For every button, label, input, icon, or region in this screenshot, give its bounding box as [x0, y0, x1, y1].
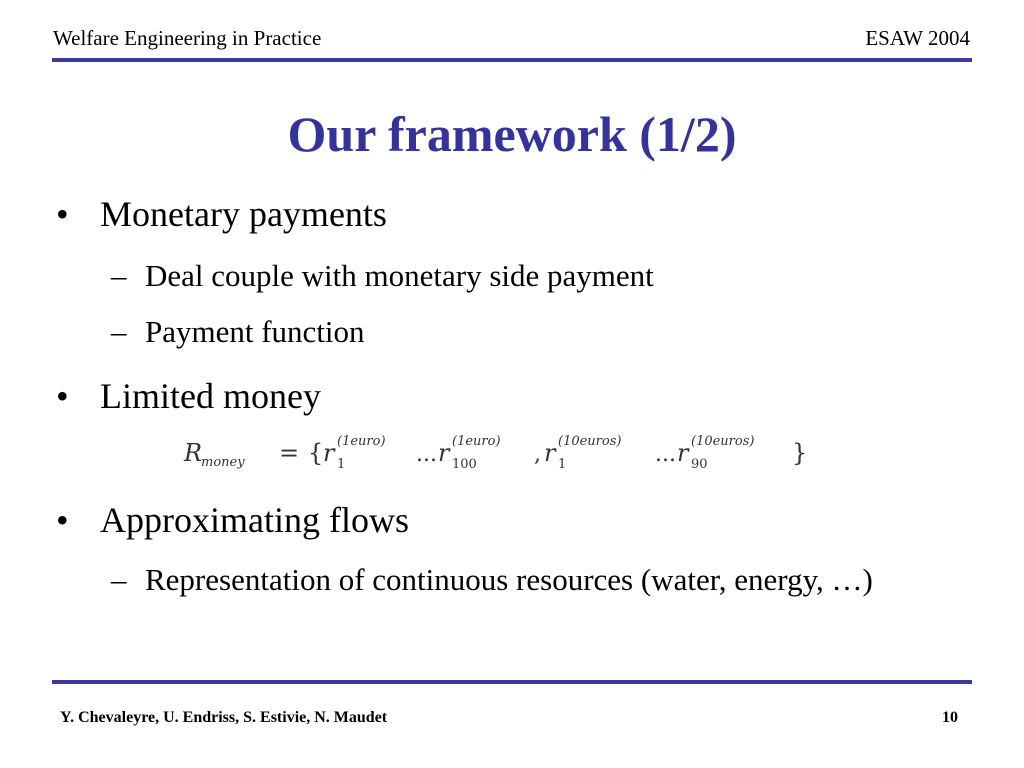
bullet-marker: •	[56, 194, 69, 234]
formula-term-base: r	[323, 439, 335, 467]
formula-term-subscript: 100	[452, 457, 477, 472]
bullet-text: Limited money	[100, 376, 321, 416]
sub-bullet-text: Deal couple with monetary side payment	[145, 258, 654, 293]
formula-term-base: r	[544, 439, 556, 467]
formula-separator: ...	[655, 442, 676, 467]
formula-separator: ...	[416, 442, 437, 467]
formula-term-superscript: (10euros)	[691, 434, 755, 449]
money-resource-formula	[180, 428, 820, 474]
bullet-text: Monetary payments	[100, 194, 387, 234]
header-divider	[52, 58, 972, 62]
formula-term-superscript: (1euro)	[337, 434, 386, 449]
formula-open-brace: {	[308, 439, 324, 467]
formula-close-brace: }	[792, 439, 808, 467]
formula-term-subscript: 90	[691, 457, 708, 472]
slide-title: Our framework (1/2)	[287, 106, 737, 162]
sub-bullet-payment-function	[111, 312, 911, 352]
page-number: 10	[942, 709, 958, 726]
formula-term-superscript: (10euros)	[558, 434, 622, 449]
sub-bullet-deal-couple	[111, 256, 911, 296]
header-left-title: Welfare Engineering in Practice	[53, 26, 322, 50]
sub-bullet-text: Representation of continuous resources (water, energy, …)	[145, 562, 873, 597]
sub-bullet-marker: –	[111, 314, 127, 349]
formula-lhs-symbol: R	[184, 439, 203, 467]
bullet-marker: •	[56, 500, 69, 540]
formula-lhs-subscript: money	[201, 455, 245, 470]
formula-term-base: r	[677, 439, 689, 467]
header-right-event: ESAW 2004	[865, 26, 970, 50]
formula-term-base: r	[438, 439, 450, 467]
formula-equals: =	[279, 439, 300, 467]
footer-divider	[52, 680, 972, 684]
sub-bullet-marker: –	[111, 562, 127, 597]
sub-bullet-continuous-resources	[111, 560, 901, 600]
footer-authors: Y. Chevaleyre, U. Endriss, S. Estivie, N. Maudet	[60, 709, 388, 726]
bullet-text: Approximating flows	[100, 500, 409, 540]
sub-bullet-marker: –	[111, 258, 127, 293]
formula-separator: ,	[534, 442, 541, 467]
sub-bullet-text: Payment function	[145, 314, 365, 349]
formula-term-subscript: 1	[558, 457, 567, 472]
bullet-marker: •	[56, 376, 69, 416]
formula-term-subscript: 1	[337, 457, 346, 472]
formula-term-superscript: (1euro)	[452, 434, 501, 449]
